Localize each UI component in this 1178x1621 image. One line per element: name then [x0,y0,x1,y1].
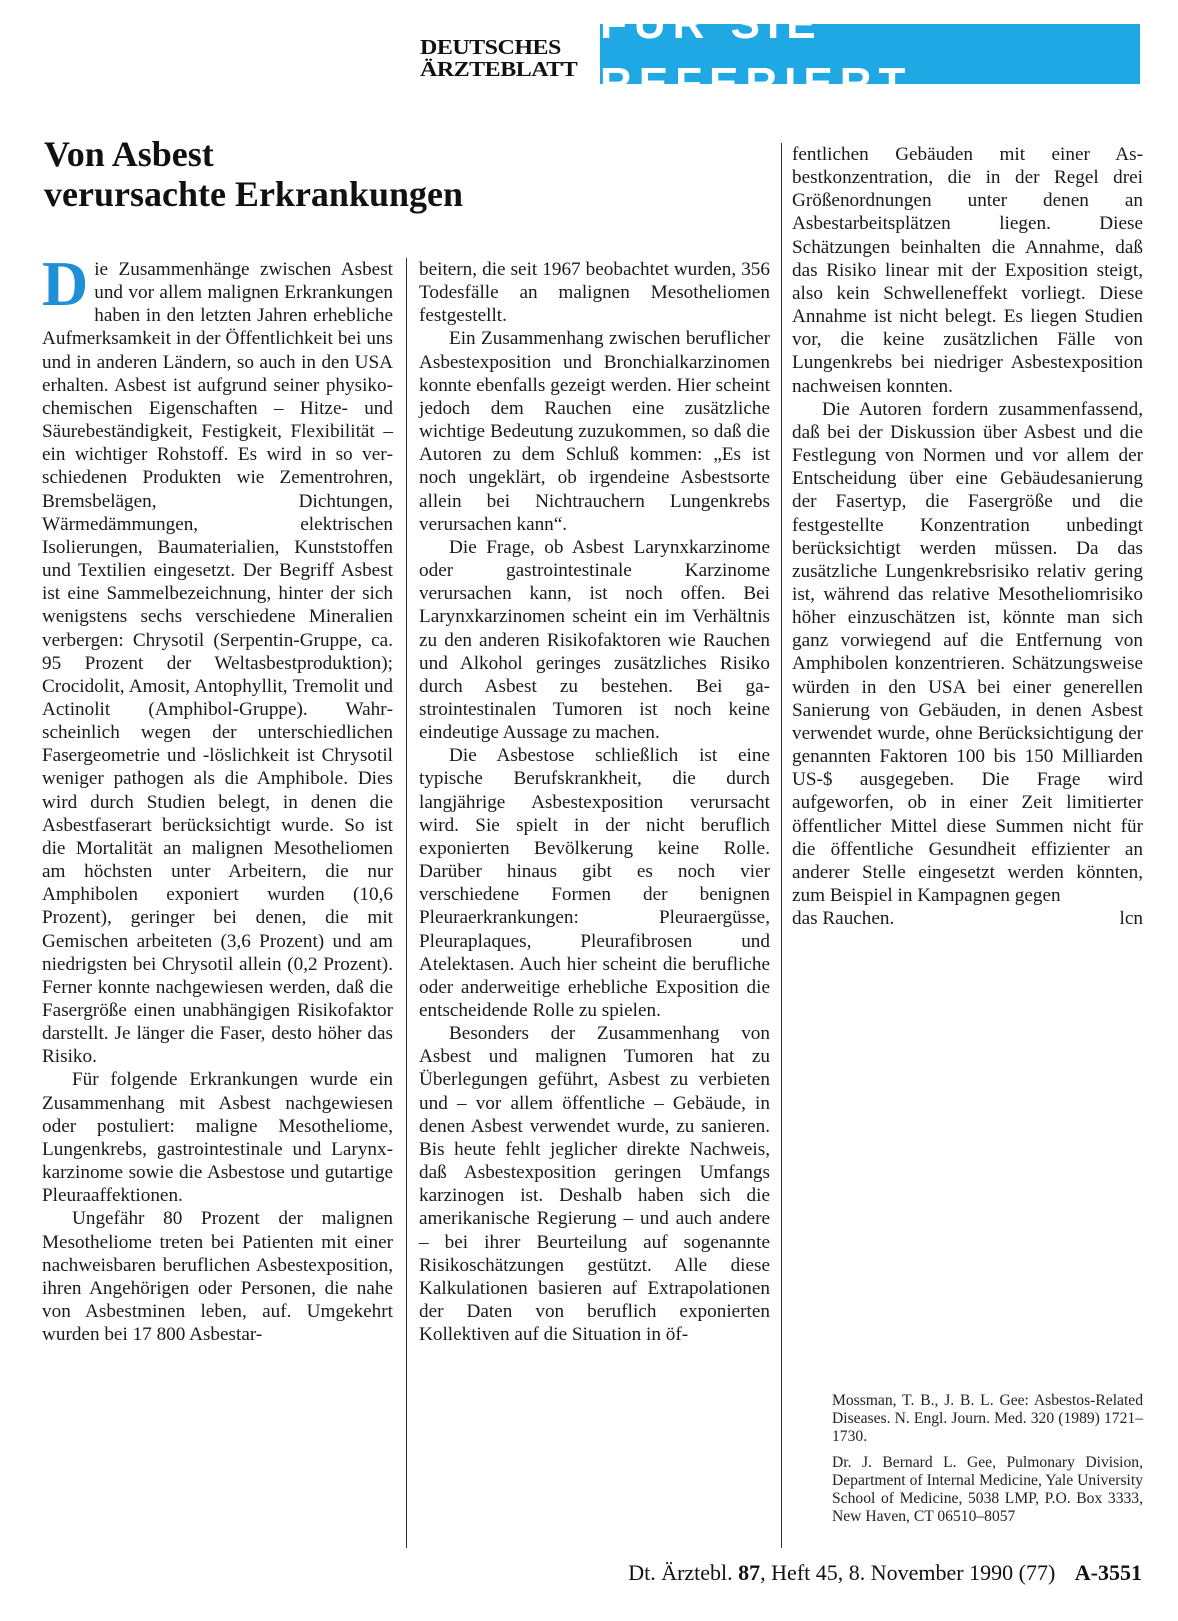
text-column-1 [42,248,393,1346]
paragraph: Für folgende Erkrankungen wurde ein Zusammenhang mit Asbest nachgewiesen oder postuliert: maligne Mesotheliome, Lungenkrebs, gastrointestinale und Larynxkarzinome sowie die Asbestose und gutartige Pleuraaffektionen. [42,1069,393,1207]
paragraph [42,248,393,1068]
paragraph: fentlichen Gebäuden mit einer Asbestkonzentration, die in der Regel drei Größenordnungen unter denen an Asbestarbeitsplätzen liegen. Diese Schätzungen beinhalten die Annahme, daß das Risiko linear mit der Exposition steigt, also kein Schwelleneffekt vorliegt. Diese Annahme ist nicht belegt. Es liegen Studien vor, die keine zusätzlichen Fälle von Lungenkrebs bei niedriger Asbestexposition nachweisen konnten. [792,144,1143,397]
page-footer [628,1560,1142,1586]
journal-name-line2: ÄRZTEBLATT [420,58,578,82]
article-title-line1: Von Asbest [44,134,214,174]
closing-text: das Rauchen. [792,908,895,930]
section-banner [600,0,1140,108]
author-affiliation: Dr. J. Bernard L. Gee, Pulmonary Division, Department of Internal Medicine, Yale University School of Medicine, 5038 LMP, P.O. Box 3333, New Haven, CT 06510–8057 [832,1454,1143,1525]
article-title [44,134,684,214]
journal-logo [420,38,590,82]
column-divider [406,258,407,1548]
text-column-3 [792,143,1143,930]
article-title-line2: verursachte Erkrankungen [44,174,464,214]
footer-issue: , Heft 45, 8. November 1990 (77) [760,1560,1056,1585]
paragraph: Besonders der Zusammenhang von Asbest und malignen Tumoren hat zu Überlegungen geführt, Asbest zu verbieten und – vor allem öffentliche – Gebäude, in denen Asbest verwendet wurde, zu sanieren. Bis heute fehlt jeglicher direkte Nachweis, daß Asbestexposition geringen Umfangs karzinogen ist. Deshalb haben sich die amerikanische Regierung – und auch andere – bei ihrer Beurteilung auf sogenannte Risikoschätzungen gestützt. Alle diese Kalkulationen basieren auf Extrapolationen der Daten von beruflich exponierten Kollektiven auf die Situation in öf- [419,1023,770,1346]
paragraph: Die Autoren fordern zusammenfassend, daß bei der Diskussion über Asbest und die Festlegung von Normen und vor allem der Entscheidung über eine Gebäudesanierung der Fasertyp, die Fasergröße und die festgestellte Konzentration unbedingt berücksichtigt werden müssen. Da das zusätzliche Lungenkrebsrisiko relativ gering ist, während das relative Mesotheliomrisiko höher einzuschätzen ist, könnte man sich ganz vorwiegend auf die Entfernung von Amphibolen konzentrieren. Schätzungsweise würden in den USA bei einer generellen Sanierung von Gebäuden, in denen Asbest verwendet wurde, ohne Berücksichtigung der genannten Faktoren 100 bis 150 Milliarden US-$ ausgegeben. Die Frage wird aufgeworfen, ob in einer Zeit limitierter öffentlicher Mittel diese Summen nicht für die öffentliche Gesundheit effizienter an anderer Stelle eingesetzt werden könnten, zum Beispiel in Kampagnen gegen [792,398,1143,906]
column-divider [781,143,782,1548]
drop-cap: D [42,248,89,319]
footer-journal: Dt. Ärztebl. [628,1560,733,1585]
section-label: FÜR SIE REFERIERT [600,0,913,108]
paragraph-text: ie Zusammenhänge zwischen Asbest und vor allem malignen Erkrankungen haben in den letzten Jahren erhebliche Aufmerksamkeit in der Öffentlichkeit bei uns und in anderen Ländern, so auch in den USA erhalten. Asbest ist aufgrund seiner physiko-chemischen Eigenschaften – Hitze- und Säurebeständigkeit, Festigkeit, Flexibilität – ein wichtiger Rohstoff. Es wird in so verschiedenen Produkten wie Zementrohren, Bremsbelägen, Dichtungen, Wärmedämmungen, elektrischen Isolierungen, Baumaterialien, Kunststoffen und Textilien eingesetzt. Der Begriff Asbest ist eine Sammelbezeichnung, hinter der sich wenigstens sechs verschiedene Mineralien verbergen: Chrysotil (Serpentin-Gruppe, ca. 95 Prozent der Weltasbestproduktion); Crocidolit, Amosit, Antophyllit, Tremolit und Actinolit (Amphibol-Gruppe). Wahrscheinlich wegen der unterschiedlichen Fasergeometrie und -löslichkeit ist Chrysotil weniger pathogen als die Amphibole. Dies wird durch Studien belegt, in denen die Asbestfaserart berücksichtigt wurde. So ist die Mortalität an malignen Mesotheliomen am höchsten unter Arbeitern, die nur Amphibolen exponiert wurden (10,6 Prozent), geringer bei denen, die mit Gemischen arbeiteten (3,6 Prozent) und am niedrigsten bei Chrysotil allein (0,2 Prozent). Ferner konnte nachgewiesen werden, daß die Fasergröße einen unabhängigen Risikofaktor darstellt. Je länger die Faser, desto höher das Risiko. [42,259,393,1068]
page-number: A-3551 [1074,1560,1142,1585]
text-column-2 [419,258,770,1346]
footer-volume: 87 [738,1560,761,1585]
paragraph: Die Asbestose schließlich ist eine typische Berufskrankheit, die durch langjährige Asbestexposition verursacht wird. Sie spielt in der nicht beruflich exponierten Bevölkerung keine Rolle. Darüber hinaus gibt es noch vier verschiedene Formen der benignen Pleuraerkrankungen: Pleuraergüsse, Pleuraplaques, Pleurafibrosen und Atelektasen. Auch hier scheint die berufliche oder anderweitige erhebliche Exposition die entscheidende Rolle zu spielen. [419,745,770,1021]
closing-line [792,907,1143,930]
paragraph: beitern, die seit 1967 beobachtet wurden, 356 Todesfälle an malignen Mesotheliomen festgestellt. [419,259,770,327]
paragraph: Die Frage, ob Asbest Larynxkarzinome oder gastrointestinale Karzinome verursachen kann, ist noch offen. Bei Larynxkarzinomen scheint ein im Verhältnis zu den anderen Risikofaktoren wie Rauchen und Alkohol geringes zusätzliches Risiko durch Asbest zu bestehen. Bei gastrointestinalen Tumoren ist noch keine eindeutige Aussage zu machen. [419,536,770,744]
paragraph: Ein Zusammenhang zwischen beruflicher Asbestexposition und Bronchialkarzinomen konnte ebenfalls gezeigt werden. Hier scheint jedoch dem Rauchen eine zusätzliche wichtige Bedeutung zuzukommen, so daß die Autoren zu dem Schluß kommen: „Es ist noch ungeklärt, ob irgendeine Asbestsorte allein bei Nichtrauchern Lungenkrebs verursachen kann“. [419,328,770,535]
reference-citation: Mossman, T. B., J. B. L. Gee: Asbestos-Related Diseases. N. Engl. Journ. Med. 320 (1989) 1721–1730. [832,1392,1143,1445]
journal-name-line1: DEUTSCHES [420,36,561,60]
author-signature: lcn [1119,908,1143,930]
paragraph: Ungefähr 80 Prozent der malignen Mesotheliome treten bei Patienten mit einer nachweisbaren beruflichen Asbestexposition, ihren Angehörigen oder Personen, die nahe von Asbestminen leben, auf. Umgekehrt wurden bei 17 800 Asbestar- [42,1208,393,1346]
